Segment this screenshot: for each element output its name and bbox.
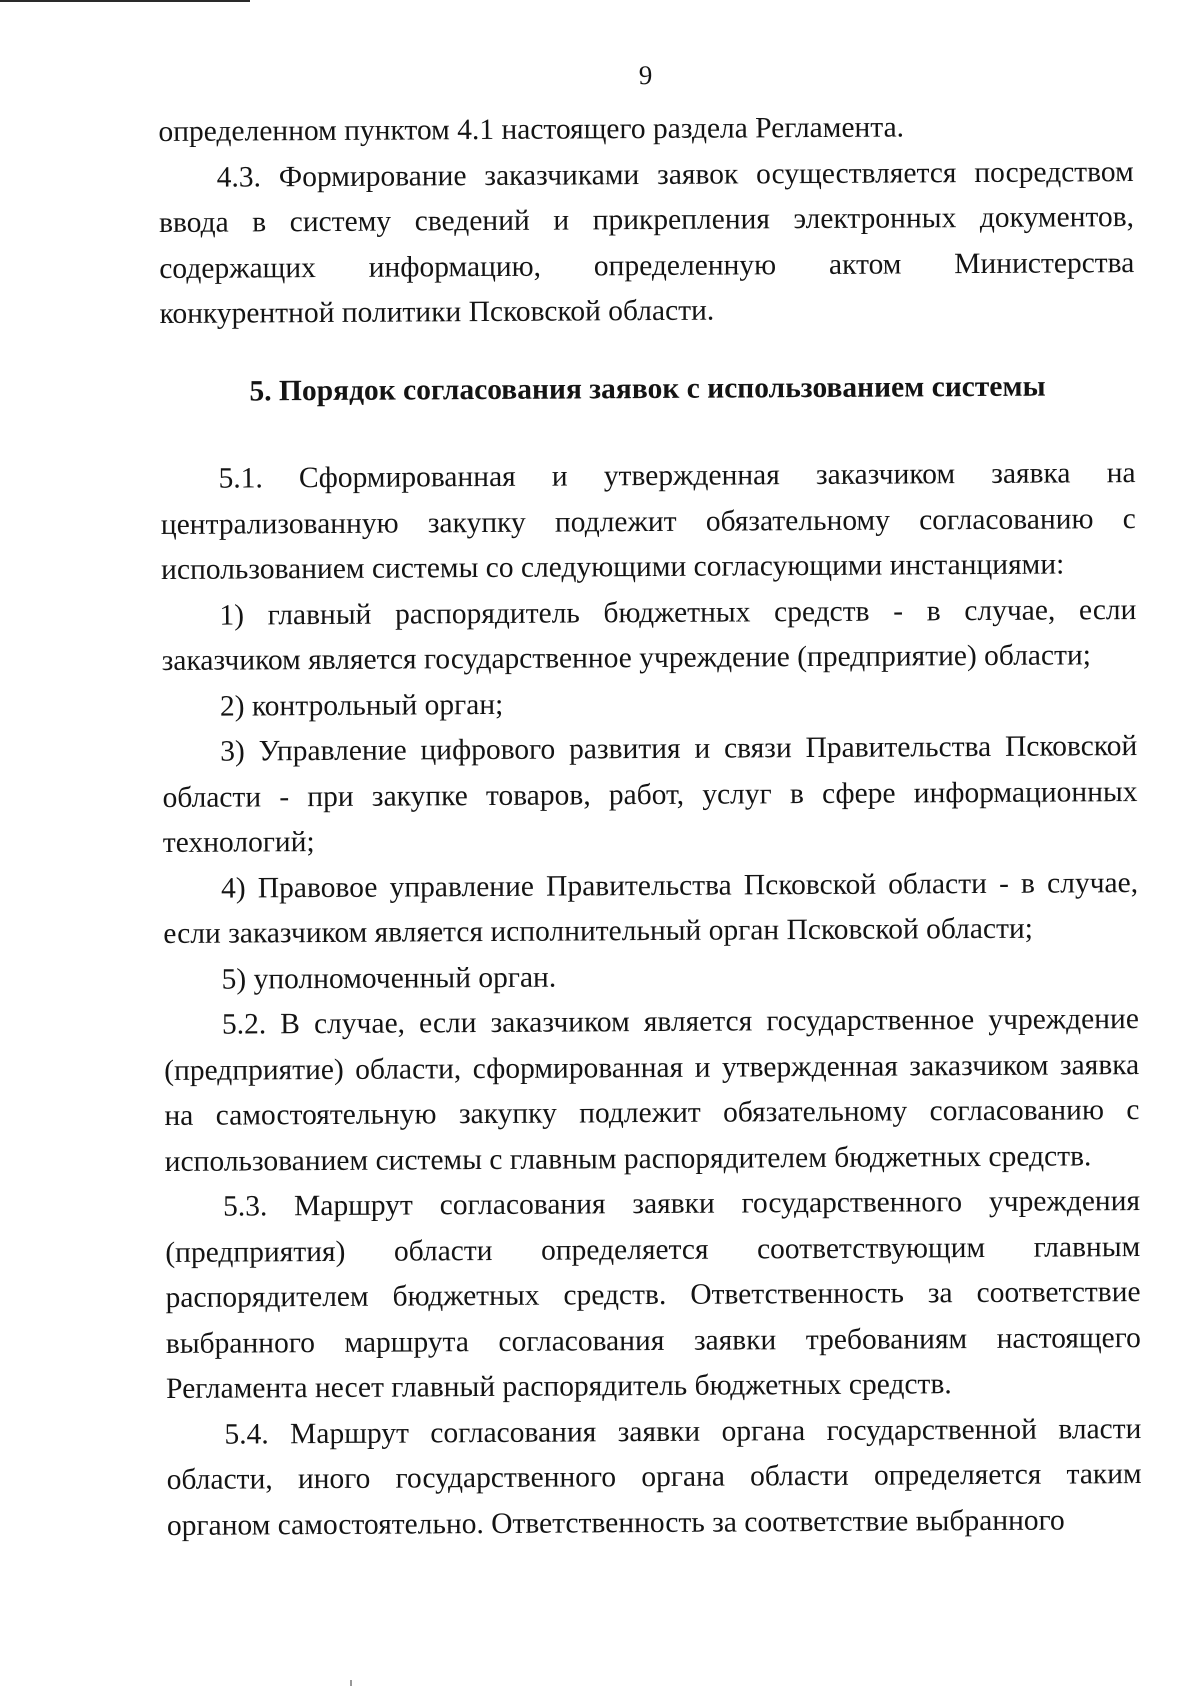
list-item-1: 1) главный распорядитель бюджетных средств - в случае, если заказчиком является государственное учреждение (предприятие) области; [161, 593, 1137, 677]
list-item-3: 3) Управление цифрового развития и связи Правительства Псковской области - при закупке товаров, работ, услуг в сфере информационных технологий; [162, 730, 1138, 859]
section-heading: 5. Порядок согласования заявок с использованием системы [249, 370, 1046, 407]
paragraph-4-3: 4.3. Формирование заказчиками заявок осуществляется посредством ввода в систему сведений и прикрепления электронных документов, содержащих информацию, определенную актом Министерства конкурентной политики Псковской области. [158, 155, 1135, 330]
list-item-5: 5) уполномоченный орган. [221, 961, 557, 996]
paragraph-5-3: 5.3. Маршрут согласования заявки государственного учреждения (предприятия) области определяется соответствующим главным распорядителем бюджетных средств. Ответственность за соответствие выбранного маршрута согласования заявки требованиям настоящего Регламента несет главный распорядитель бюджетных средств. [165, 1185, 1141, 1405]
scan-speck [350, 1680, 352, 1686]
document-page [158, 52, 1142, 1549]
list-item-2: 2) контрольный орган; [219, 688, 504, 723]
paragraph-5-1: 5.1. Сформированная и утвержденная заказчиком заявка на централизованную закупку подлежит обязательному согласованию с использованием системы со следующими согласующими инстанциями: [160, 457, 1136, 586]
page-number: 9 [638, 59, 653, 91]
scan-edge-mark [0, 0, 250, 2]
paragraph-5-4: 5.4. Маршрут согласования заявки органа государственной власти области, иного государственного органа области определяется таким органом самостоятельно. Ответственность за соответствие выбранного [166, 1412, 1142, 1542]
paragraph-5-2: 5.2. В случае, если заказчиком является государственное учреждение (предприятие) области, сформированная и утвержденная заказчиком заявка на самостоятельную закупку подлежит обязательному согласованию с использованием системы с главным распорядителем бюджетных средств. [164, 1003, 1140, 1178]
list-item-4: 4) Правовое управление Правительства Псковской области - в случае, если заказчиком является исполнительный орган Псковской области; [163, 866, 1139, 950]
paragraph-continuation: определенном пунктом 4.1 настоящего раздела Регламента. [158, 111, 905, 148]
